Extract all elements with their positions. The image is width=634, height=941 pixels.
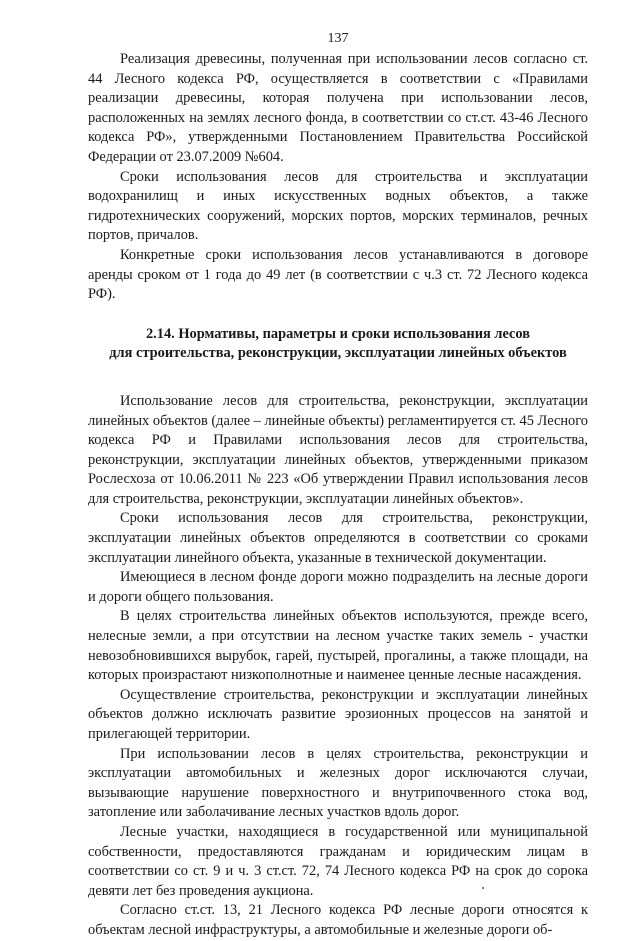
section-heading-line-2: для строительства, реконструкции, эксплуатации линейных объектов (109, 345, 567, 362)
paragraph: Лесные участки, находящиеся в государственной или муниципальной собственности, предоставляются гражданам и юридическим лицам в соответствии со ст. 9 и ч. 3 ст.ст. 72, 74 Лесного кодекса РФ на срок до сорока девяти лет без проведения аукциона. (88, 823, 588, 899)
paragraph: При использовании лесов в целях строительства, реконструкции и эксплуатации автомобильных и железных дорог исключаются случаи, вызывающие нарушение поверхностного и внутрипочвенного стока вод, затопление или заболачивание лесных участков вдоль дорог. (88, 745, 588, 821)
paragraph: Использование лесов для строительства, реконструкции, эксплуатации линейных объектов (далее – линейные объекты) регламентируется ст. 45 Лесного кодекса РФ и Правилами использования лесов для строительства, реконструкции, эксплуатации линейных объектов, утвержденными приказом Рослесхоза от 10.06.2011 № 223 «Об утверждении Правил использования лесов для строительства, реконструкции, эксплуатации линейных объектов». (88, 392, 588, 507)
paragraph: Сроки использования лесов для строительства и эксплуатации водохранилищ и иных искусственных водных объектов, а также гидротехнических сооружений, морских портов, морских терминалов, речных портов, причалов. (88, 168, 588, 244)
paragraph: Осуществление строительства, реконструкции и эксплуатации линейных объектов должно исключать развитие эрозионных процессов на занятой и прилегающей территории. (88, 686, 588, 742)
paragraph: Сроки использования лесов для строительства, реконструкции, эксплуатации линейных объектов определяются в соответствии со сроками эксплуатации линейного объекта, указанные в технической документации. (88, 510, 588, 566)
paragraph: Имеющиеся в лесном фонде дороги можно подразделить на лесные дороги и дороги общего пользования. (88, 569, 588, 605)
section-heading (88, 325, 588, 364)
paragraph: Конкретные сроки использования лесов устанавливаются в договоре аренды сроком от 1 года до 49 лет (в соответствии с ч.3 ст. 72 Лесного кодекса РФ). (88, 246, 588, 303)
paragraph: В целях строительства линейных объектов используются, прежде всего, нелесные земли, а при отсутствии на лесном участке таких земель - участки невозобновившихся вырубок, гарей, пустырей, прогалины, а также площади, на которых произрастают низкополнотные и наименее ценные лесные насаждения. (88, 608, 588, 684)
paragraph: Согласно ст.ст. 13, 21 Лесного кодекса РФ лесные дороги относятся к объектам лесной инфраструктуры, а автомобильные и железные дороги об- (88, 902, 588, 938)
scan-speck (482, 887, 484, 889)
section-heading-line-1: 2.14. Нормативы, параметры и сроки использования лесов (145, 325, 530, 342)
paragraph: Реализация древесины, полученная при использовании лесов согласно ст. 44 Лесного кодекса РФ, осуществляется в соответствии с «Правилами реализации древесины, которая получена при использовании лесов, расположенных на землях лесного фонда, в соответствии со ст.ст. 43-46 Лесного кодекса РФ», утвержденными Постановлением Правительства Российской Федерации от 23.07.2009 №604. (88, 51, 588, 165)
page-number: 137 (327, 31, 349, 46)
